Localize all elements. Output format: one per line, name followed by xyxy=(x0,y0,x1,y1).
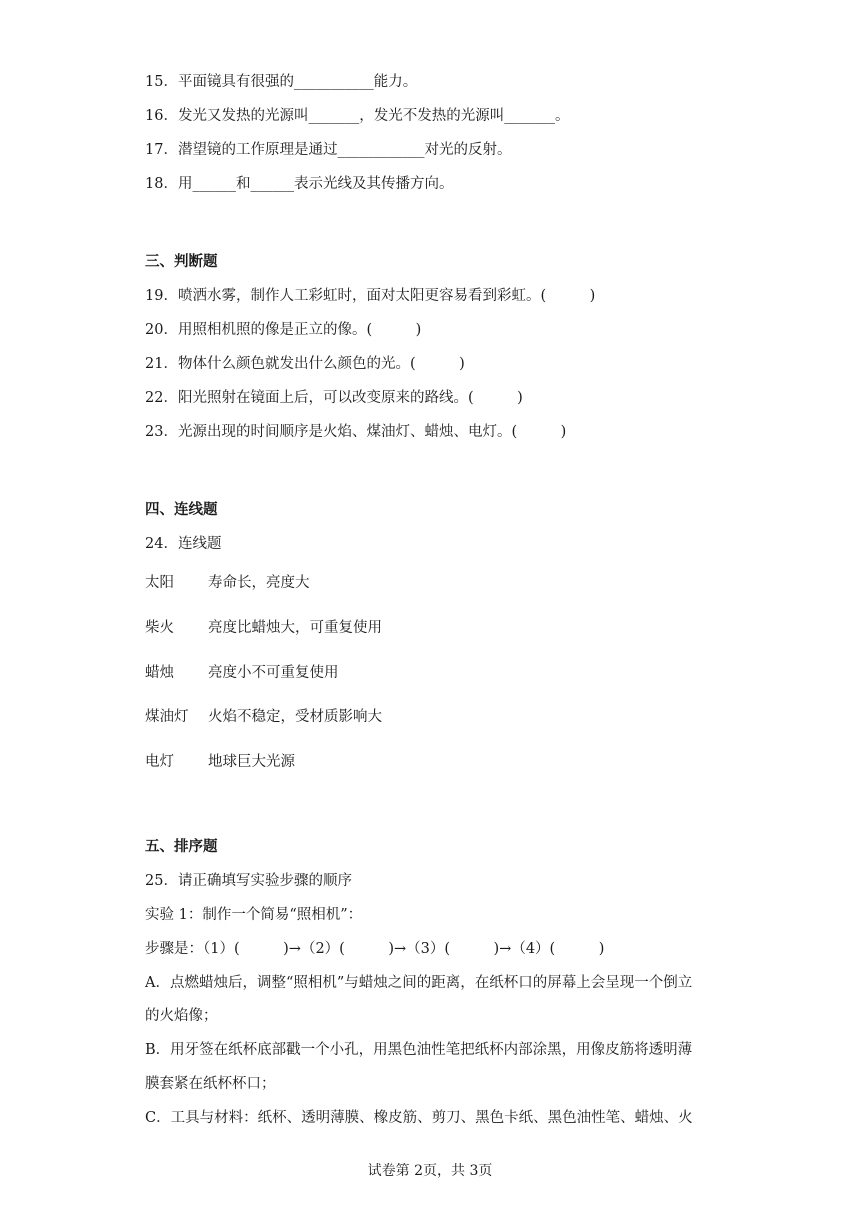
match-right-item: 亮度小不可重复使用 xyxy=(208,665,339,681)
question-20: 20．用照相机照的像是正立的像。( ) xyxy=(145,322,422,338)
match-right-item: 寿命长，亮度大 xyxy=(208,575,310,591)
question-16: 16．发光又发热的光源叫_______，发光不发热的光源叫_______。 xyxy=(145,108,570,124)
question-23: 23．光源出现的时间顺序是火焰、煤油灯、蜡烛、电灯。( ) xyxy=(145,424,567,440)
match-left-item: 柴火 xyxy=(145,620,174,636)
question-21: 21．物体什么颜色就发出什么颜色的光。( ) xyxy=(145,356,465,372)
match-left-item: 电灯 xyxy=(145,754,174,770)
option-b-continued: 膜套紧在纸杯杯口； xyxy=(145,1076,276,1092)
section-heading-ordering: 五、排序题 xyxy=(145,838,218,855)
match-right-item: 亮度比蜡烛大，可重复使用 xyxy=(208,620,382,636)
section-heading-true-false: 三、判断题 xyxy=(145,253,218,270)
match-left-item: 太阳 xyxy=(145,575,174,591)
match-left-item: 煤油灯 xyxy=(145,709,189,725)
section-heading-matching: 四、连线题 xyxy=(145,501,218,518)
steps-line: 步骤是：（1）( )→（2）( )→（3）( )→（4）( ) xyxy=(145,941,605,957)
question-17: 17．潜望镜的工作原理是通过____________对光的反射。 xyxy=(145,142,512,158)
question-15: 15．平面镜具有很强的___________能力。 xyxy=(145,74,418,90)
question-24: 24．连线题 xyxy=(145,536,222,552)
experiment-title: 实验 1：制作一个简易“照相机”： xyxy=(145,907,363,923)
option-a: A．点燃蜡烛后，调整“照相机”与蜡烛之间的距离，在纸杯口的屏幕上会呈现一个倒立 xyxy=(145,975,693,991)
match-right-item: 地球巨大光源 xyxy=(208,754,295,770)
page-footer: 试卷第 2页，共 3页 xyxy=(367,1163,493,1179)
question-19: 19．喷洒水雾，制作人工彩虹时，面对太阳更容易看到彩虹。( ) xyxy=(145,288,596,304)
option-a-continued: 的火焰像； xyxy=(145,1008,218,1024)
match-left-item: 蜡烛 xyxy=(145,665,174,681)
question-25: 25．请正确填写实验步骤的顺序 xyxy=(145,873,352,889)
question-18: 18．用______和______表示光线及其传播方向。 xyxy=(145,176,454,192)
option-c: C．工具与材料：纸杯、透明薄膜、橡皮筋、剪刀、黑色卡纸、黑色油性笔、蜡烛、火 xyxy=(145,1110,693,1126)
match-right-item: 火焰不稳定，受材质影响大 xyxy=(208,709,382,725)
question-22: 22．阳光照射在镜面上后，可以改变原来的路线。( ) xyxy=(145,390,523,406)
option-b: B．用牙签在纸杯底部戳一个小孔，用黑色油性笔把纸杯内部涂黑，用像皮筋将透明薄 xyxy=(145,1042,693,1058)
